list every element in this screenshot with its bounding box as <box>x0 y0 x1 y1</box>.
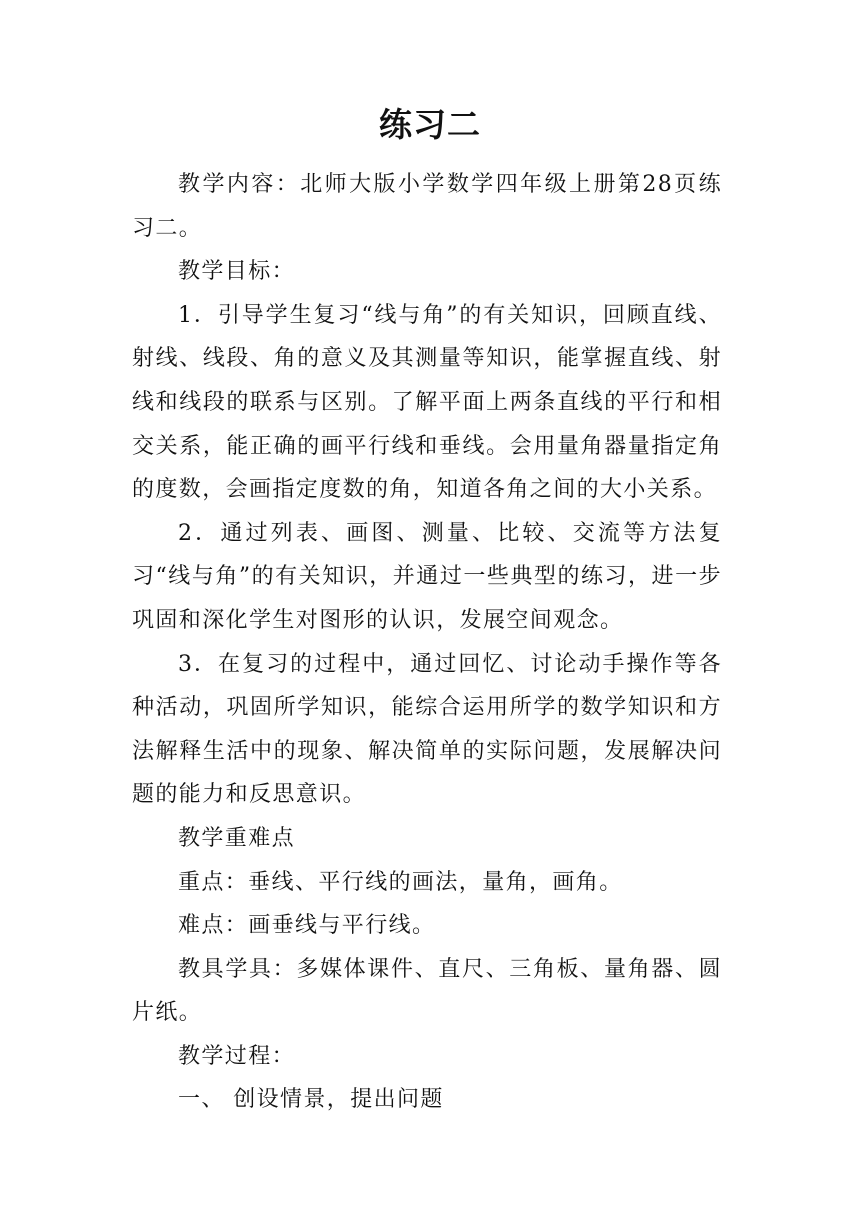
document-body <box>132 163 722 1122</box>
paragraph-teaching-content: 教学内容：北师大版小学数学四年级上册第28页练习二。 <box>132 172 722 241</box>
paragraph-teaching-goals-heading: 教学目标： <box>178 259 296 285</box>
paragraph-goal-3: 3．在复习的过程中，通过回忆、讨论动手操作等各种活动，巩固所学知识，能综合运用所学的数学知识和方法解释生活中的现象、解决简单的实际问题，发展解决问题的能力和反思意识。 <box>132 651 722 808</box>
paragraph-goal-2: 2．通过列表、画图、测量、比较、交流等方法复习“线与角”的有关知识，并通过一些典型的练习，进一步巩固和深化学生对图形的认识，发展空间观念。 <box>132 520 722 633</box>
paragraph-goal-1: 1．引导学生复习“线与角”的有关知识，回顾直线、射线、线段、角的意义及其测量等知识，能掌握直线、射线和线段的联系与区别。了解平面上两条直线的平行和相交关系，能正确的画平行线和垂线。会用量角器量指定角的度数，会画指定度数的角，知道各角之间的大小关系。 <box>132 302 722 503</box>
paragraph-teaching-process-heading: 教学过程： <box>178 1043 296 1069</box>
paragraph-key-difficult-heading: 教学重难点 <box>178 825 296 851</box>
paragraph-key-point: 重点：垂线、平行线的画法，量角，画角。 <box>178 869 623 895</box>
paragraph-section-one: 一、 创设情景，提出问题 <box>178 1087 444 1113</box>
paragraph-difficult-point: 难点：画垂线与平行线。 <box>178 913 436 939</box>
paragraph-teaching-tools: 教具学具：多媒体课件、直尺、三角板、量角器、圆片纸。 <box>132 956 722 1026</box>
document-title: 练习二 <box>379 105 481 144</box>
